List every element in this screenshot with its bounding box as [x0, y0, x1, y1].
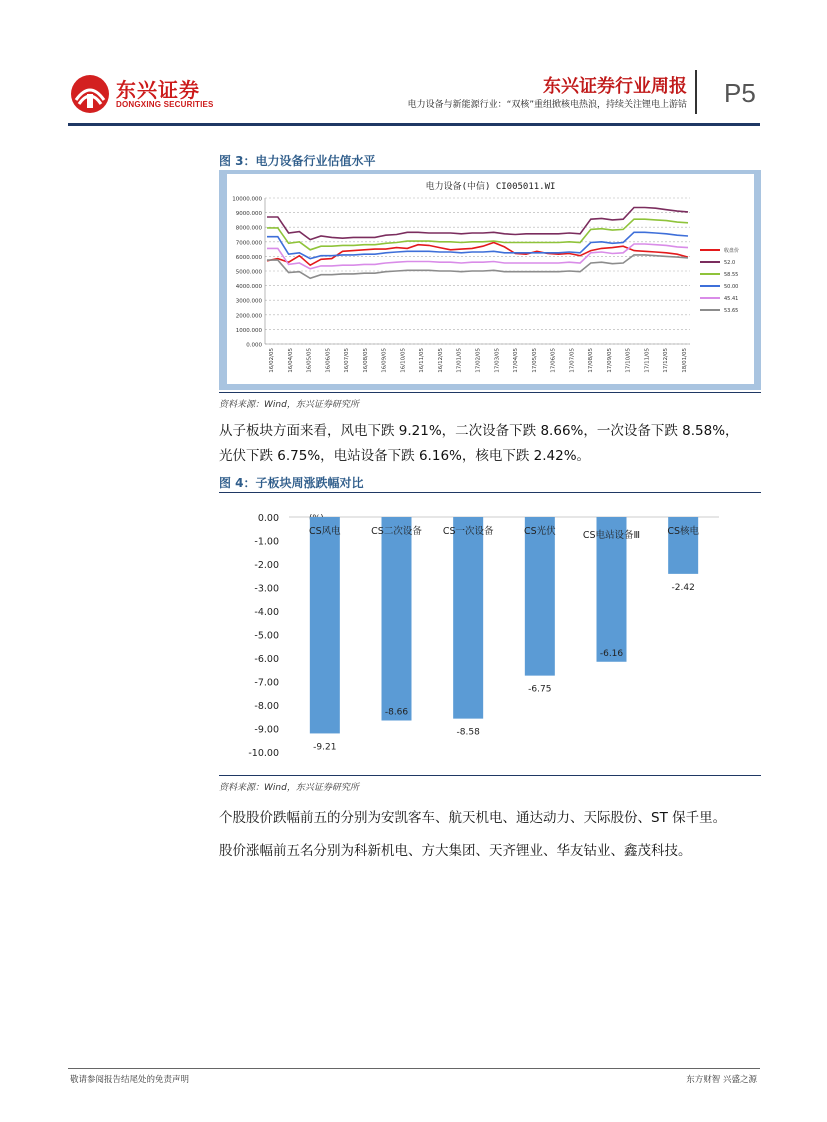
x-tick-label: 17/05/05 — [531, 348, 538, 373]
x-tick-label: 17/12/05 — [663, 348, 670, 373]
report-subtitle: 电力设备与新能源行业：“双核”重组掀核电热浪，持续关注锂电上游钴 — [407, 100, 687, 110]
x-tick-label: 16/12/05 — [437, 348, 444, 373]
x-tick-label: 16/08/05 — [362, 348, 369, 373]
footer-rule — [68, 1068, 760, 1069]
figure4-top-rule — [219, 492, 761, 493]
y-tick-label: 8000.000 — [235, 225, 262, 232]
bar — [453, 517, 483, 719]
x-tick-label: 17/08/05 — [588, 348, 595, 373]
legend-label: 收盘价 — [724, 248, 740, 254]
x-tick-label: 16/11/05 — [419, 348, 426, 373]
legend-label: 45.41 — [724, 296, 739, 302]
y-tick-label: 6000.000 — [235, 254, 262, 261]
x-tick-label: 16/04/05 — [287, 348, 294, 373]
figure4-bottom-rule — [219, 775, 761, 776]
bar — [310, 517, 340, 733]
y-tick-label: 0.00 — [257, 513, 279, 524]
x-tick-label: 17/06/05 — [550, 348, 557, 373]
y-tick-label: 10000.000 — [232, 196, 262, 203]
figure4-caption — [219, 474, 364, 491]
data-label: -9.21 — [313, 742, 337, 753]
data-label: -2.42 — [671, 582, 695, 593]
x-tick-label: 17/10/05 — [625, 348, 632, 373]
legend-label: 52.0 — [724, 260, 736, 266]
x-tick-label: 16/06/05 — [325, 348, 332, 373]
x-tick-label: 17/04/05 — [513, 348, 520, 373]
figure3-source: 资料来源：Wind，东兴证券研究所 — [219, 400, 359, 410]
category-label: CS核电 — [667, 526, 700, 537]
x-tick-label: 17/11/05 — [644, 348, 651, 373]
figure4-bar-chart — [219, 505, 761, 770]
paragraph1-line2: 光伏下跌 6.75%，电站设备下跌 6.16%，核电下跌 2.42%。 — [219, 448, 591, 464]
y-tick-label: -7.00 — [254, 677, 279, 689]
paragraph1-line1: 从子板块方面来看，风电下跌 9.21%，二次设备下跌 8.66%，一次设备下跌 8.58%， — [219, 423, 739, 439]
x-tick-label: 17/01/05 — [456, 348, 463, 373]
legend-label: 53.65 — [724, 308, 739, 314]
y-tick-label: -6.00 — [254, 654, 279, 665]
y-tick-label: -5.00 — [254, 630, 279, 642]
dongxing-logo-icon — [70, 74, 110, 114]
logo-english-name: DONGXING SECURITIES — [116, 100, 214, 109]
header-divider — [695, 70, 697, 114]
x-tick-label: 16/02/05 — [269, 348, 275, 373]
footer-slogan: 东方财智 兴盛之源 — [686, 1075, 757, 1085]
y-tick-label: 5000.000 — [235, 269, 262, 276]
x-tick-label: 16/10/05 — [400, 348, 407, 373]
x-tick-label: 17/02/05 — [475, 348, 482, 373]
data-label: -8.66 — [384, 707, 409, 718]
x-tick-label: 17/03/05 — [494, 348, 501, 373]
legend-label: 50.00 — [724, 284, 739, 290]
x-tick-label: 16/07/05 — [344, 348, 351, 373]
category-label: CS一次设备 — [442, 526, 494, 537]
x-tick-label: 16/05/05 — [306, 348, 313, 373]
paragraph2-line2: 股价涨幅前五名分别为科新机电、方大集团、天齐锂业、华友钴业、鑫茂科技。 — [219, 843, 692, 859]
figure3-caption — [219, 152, 376, 169]
y-tick-label: 3000.000 — [235, 298, 262, 305]
y-tick-label: 7000.000 — [235, 240, 262, 247]
figure3-caption-text: 电力设备行业估值水平 — [255, 154, 376, 168]
header-rule — [68, 123, 760, 126]
data-label: -8.58 — [456, 727, 480, 738]
y-tick-label: 1000.000 — [235, 327, 262, 334]
y-tick-label: 0.000 — [246, 342, 262, 349]
logo-chinese-name: 东兴证券 — [116, 78, 200, 102]
figure4-caption-text: 子板块周涨跌幅对比 — [255, 476, 364, 490]
footer-disclaimer: 敬请参阅报告结尾处的免责声明 — [70, 1075, 190, 1085]
y-tick-label: 9000.000 — [235, 211, 262, 218]
x-tick-label: 17/09/05 — [606, 348, 613, 373]
report-title: 东兴证券行业周报 — [543, 76, 687, 97]
x-tick-label: 16/09/05 — [381, 348, 388, 373]
figure3-chart-title: 电力设备(中信) CI005011.WI — [425, 182, 556, 192]
data-label: -6.75 — [528, 684, 552, 695]
category-label: CS二次设备 — [371, 526, 422, 537]
figure3-line-chart — [227, 190, 754, 384]
figure4-caption-number: 图 4： — [219, 476, 256, 490]
legend-label: 58.55 — [724, 272, 739, 278]
y-tick-label: -3.00 — [254, 583, 279, 595]
bar — [525, 517, 555, 676]
y-tick-label: -10.00 — [248, 748, 279, 759]
category-label: CS光伏 — [523, 526, 556, 537]
y-tick-label: -2.00 — [254, 560, 279, 571]
y-tick-label: 2000.000 — [235, 313, 262, 320]
y-tick-label: -8.00 — [254, 701, 279, 712]
figure4-source: 资料来源：Wind，东兴证券研究所 — [219, 783, 359, 793]
figure3-bottom-rule — [219, 392, 761, 393]
figure3-caption-number: 图 3： — [219, 154, 256, 168]
page-number: P5 — [724, 78, 756, 108]
y-tick-label: -1.00 — [254, 536, 279, 548]
series-line — [267, 219, 688, 250]
paragraph2-line1: 个股股价跌幅前五的分别为安凯客车、航天机电、通达动力、天际股份、ST 保千里。 — [219, 810, 727, 826]
x-tick-label: 18/01/05 — [682, 348, 688, 373]
y-tick-label: -9.00 — [254, 724, 279, 736]
bar — [382, 517, 412, 721]
category-label: CS电站设备Ⅲ — [582, 530, 641, 541]
category-label: CS风电 — [308, 526, 341, 537]
x-tick-label: 17/07/05 — [569, 348, 576, 373]
y-tick-label: -4.00 — [254, 607, 279, 618]
y-tick-label: 4000.000 — [235, 284, 262, 291]
data-label: -6.16 — [599, 648, 624, 659]
